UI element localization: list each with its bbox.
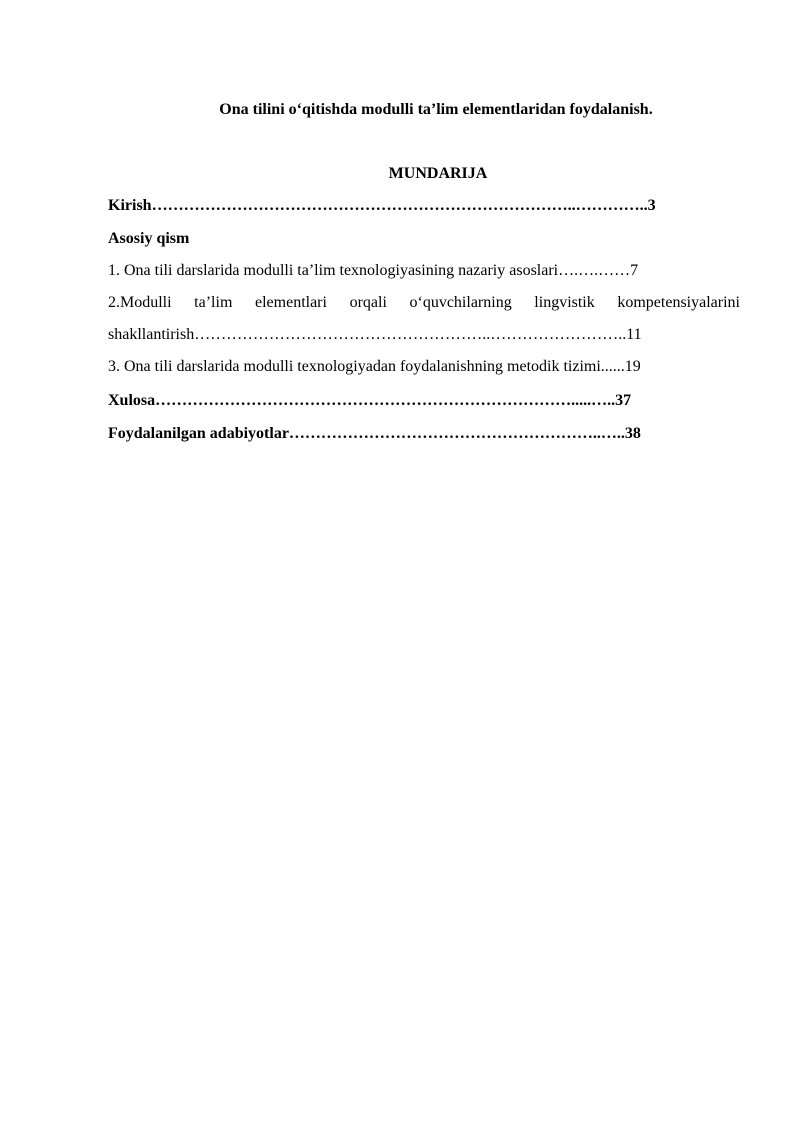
toc-entry-item-3: 3. Ona tili darslarida modulli texnologiyadan foydalanishning metodik tizimi......19: [108, 358, 641, 375]
toc-section-asosiy-qism: Asosiy qism: [108, 230, 190, 247]
toc-heading: MUNDARIJA: [388, 165, 488, 182]
document-title: Ona tilini o‘qitishda modulli ta’lim elementlaridan foydalanish.: [219, 101, 653, 118]
toc-entry-xulosa: Xulosa…………………………………………………………………….....…..37: [108, 392, 632, 409]
toc-entry-foydalanilgan-adabiyotlar: Foydalanilgan adabiyotlar…………………………………………………..…..38: [108, 425, 641, 442]
toc-entry-kirish: Kirish……………………………………………………………………..…………..3: [108, 197, 656, 214]
toc-entry-item-1: 1. Ona tili darslarida modulli ta’lim texnologiyasining nazariy asoslari….….……7: [108, 262, 639, 279]
toc-entry-item-2-line-2: shakllantirish………………………………………………..……………………..11: [108, 326, 642, 343]
toc-entry-item-2-line-1: 2.Modulli ta’lim elementlari orqali o‘quvchilarning lingvistik kompetensiyalarini: [108, 294, 740, 311]
